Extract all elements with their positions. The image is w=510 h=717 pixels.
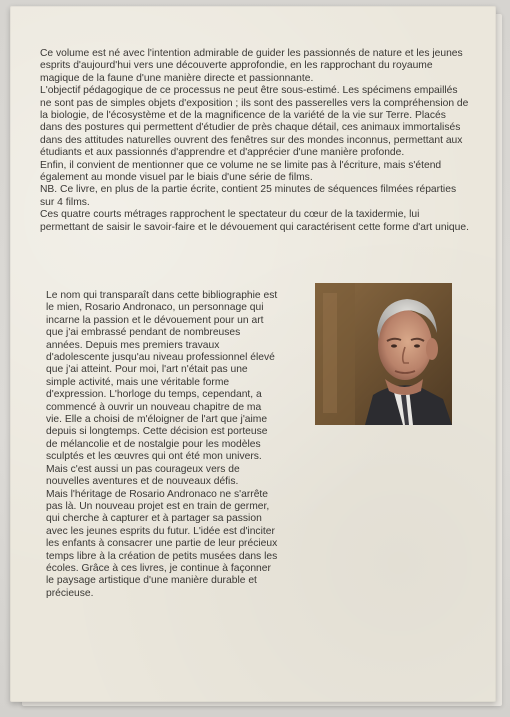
intro-paragraph: Ces quatre courts métrages rapprochent le spectateur du cœur de la taxidermie, lui permettant de saisir le savoir-faire et le dévouement qui caractérisent cette forme d'art unique.: [40, 209, 469, 233]
biography-paragraph: Le nom qui transparaît dans cette bibliographie est le mien, Rosario Andronaco, un personnage qui incarne la passion et le dévouement pour un art que j'ai embrassé pendant de nombreuses années. Depuis mes premiers travaux d'adolescente jusqu'au niveau professionnel élevé que j'ai atteint. Pour moi, l'art n'était pas une simple activité, mais une véritable forme d'expression. L'horloge du temps, cependant, a commencé à ouvrir un nouveau chapitre de ma vie. Elle a choisi de m'éloigner de l'art que j'aime depuis si longtemps. Cette décision est porteuse de mélancolie et de nostalgie pour les modèles sculptés et les œuvres qui ont été mon univers. Mais c'est aussi un pas courageux vers de nouvelles aventures et de nouveaux défis.: [46, 290, 278, 488]
portrait-illustration: [315, 283, 452, 425]
biography-paragraph: Mais l'héritage de Rosario Andronaco ne s'arrête pas là. Un nouveau projet est en train de germer, qui cherche à capturer et à partager sa passion avec les jeunes esprits du futur. L'idée est d'inciter les enfants à consacrer une partie de leur précieux temps libre à la création de petits musées dans les écoles. Grâce à ces livres, je continue à façonner le paysage artistique d'une manière durable et précieuse.: [46, 488, 278, 599]
biography-text-block: [46, 290, 278, 600]
intro-text-block: [40, 48, 470, 234]
intro-paragraph: L'objectif pédagogique de ce processus ne peut être sous-estimé. Les spécimens empaillés ne sont pas de simples objets d'exposition ; ils sont des passerelles vers la compréhension de la biologie, de l'écosystème et de la magnificence de la variété de la vie sur Terre. Placés dans des postures qui permettent d'étudier de près chaque détail, ces animaux immortalisés dans des attitudes naturelles ouvrent des fenêtres sur des mondes inconnus, permettant aux étudiants et aux passionnés d'apprendre et d'apprécier d'une manière profonde.: [40, 85, 469, 159]
intro-paragraph: Ce volume est né avec l'intention admirable de guider les passionnés de nature et les jeunes esprits d'aujourd'hui vers une découverte approfondie, en les rapprochant du royaume magique de la faune d'une manière directe et passionnante.: [40, 48, 463, 84]
intro-paragraph: Enfin, il convient de mentionner que ce volume ne se limite pas à l'écriture, mais s'étend également au monde visuel par le biais d'une série de films.: [40, 159, 442, 184]
intro-paragraph: NB. Ce livre, en plus de la partie écrite, contient 25 minutes de séquences filmées réparties sur 4 films.: [40, 184, 457, 208]
booklet-back-cover: [10, 6, 496, 702]
author-portrait-photo: [315, 283, 452, 425]
